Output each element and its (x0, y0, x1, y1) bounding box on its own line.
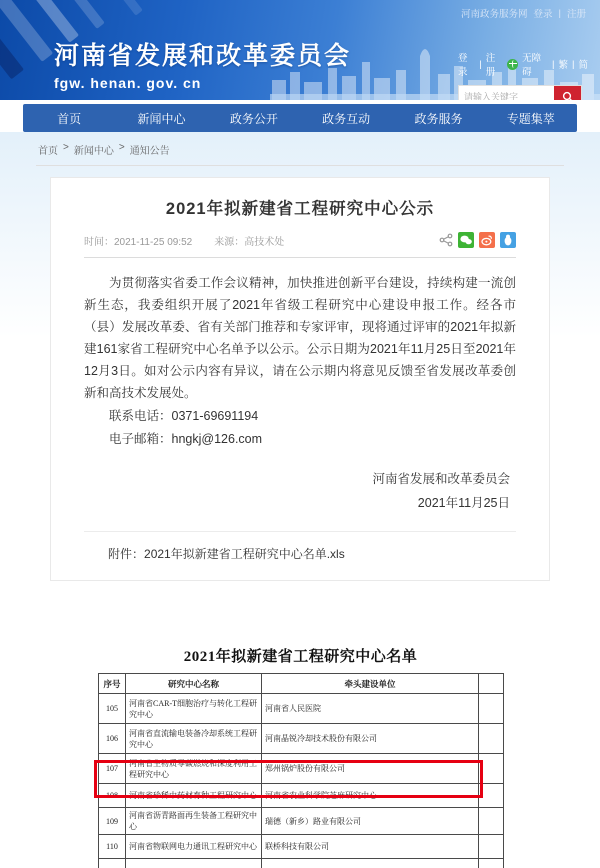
breadcrumb-notices[interactable]: 通知公告 (129, 146, 170, 157)
nav-item-gov-service[interactable]: 政务服务 (414, 111, 463, 126)
table-row: 109 河南省沥青路面再生装备工程研究中心 瑞德（新乡）路业有限公司 (99, 808, 504, 835)
top-register-link[interactable]: 注册 (566, 9, 586, 20)
login-link[interactable]: 登录 (458, 53, 468, 78)
nav-item-gov-open[interactable]: 政务公开 (229, 111, 278, 126)
register-link[interactable]: 注册 (485, 53, 496, 78)
qzone-icon[interactable] (500, 232, 516, 248)
nav-item-gov-interact[interactable]: 政务互动 (322, 111, 371, 126)
table-row-highlighted: 107 河南省生物质零碳燃烧和深度利用工程研究中心 郑州锅炉股份有限公司 (99, 754, 504, 784)
top-utility-bar (0, 0, 600, 26)
table-row: 108 河南省珍稀中药材育种工程研究中心 河南省农业科学院芝麻研究中心 (99, 784, 504, 808)
attachment-link[interactable]: 附件：2021年拟新建省工程研究中心名单.xls (108, 547, 345, 561)
top-divider: | (558, 7, 561, 19)
simplified-chinese-link[interactable]: 简 (578, 60, 589, 71)
breadcrumb: 首页 > 新闻中心 > 通知公告 (38, 142, 170, 157)
signature-block (84, 467, 516, 515)
nav-item-topics[interactable]: 专题集萃 (506, 111, 555, 126)
top-login-link[interactable]: 登录 (533, 9, 553, 20)
globe-icon (507, 59, 518, 70)
col-header-no: 序号 (99, 674, 126, 694)
breadcrumb-divider (36, 165, 564, 166)
weibo-icon[interactable] (479, 232, 495, 248)
article-source: 来源：高技术处 (214, 236, 285, 248)
table-title: 2021年拟新建省工程研究中心名单 (183, 649, 418, 665)
site-url: fgw. henan. gov. cn (54, 75, 202, 91)
signature-date: 2021年11月25日 (417, 496, 510, 510)
table-header-row (99, 674, 504, 694)
research-centers-table (98, 673, 504, 868)
wechat-icon[interactable] (458, 232, 474, 248)
table-row: 105 河南省CAR-T细胞治疗与转化工程研究中心 河南省人民医院 (99, 694, 504, 724)
attachment-section (84, 531, 516, 562)
table-row: 110 河南省物联网电力通讯工程研究中心 联桥科技有限公司 (99, 835, 504, 859)
nav-item-news[interactable]: 新闻中心 (137, 111, 186, 126)
breadcrumb-news-center[interactable]: 新闻中心 (73, 146, 114, 157)
publish-time: 时间：2021-11-25 09:52 (84, 236, 193, 248)
table-row: 106 河南省直流输电装备冷却系统工程研究中心 河南晶锐冷却技术股份有限公司 (99, 724, 504, 754)
col-header-name: 研究中心名称 (126, 674, 262, 694)
contact-email: 电子邮箱：hngkj@126.com (109, 432, 263, 446)
search-button[interactable] (554, 86, 581, 100)
site-name: 河南省发展和改革委员会 (54, 42, 352, 70)
site-logo[interactable] (54, 36, 351, 91)
accessibility-link[interactable]: 无障碍 (522, 53, 542, 78)
article-body (84, 272, 516, 515)
article-paragraph: 为贯彻落实省委工作会议精神，加快推进创新平台建设，持续构建一流创新生态，我委组织开展了2021年省级工程研究中心建设申报工作。经各市（县）发展改革委、省有关部门推荐和专家评审，现将通过评审的2021年拟新建161家省工程研究中心名单予以公示。公示日期为2021年11月25日至2021年12月3日。如对公示内容有异议，请在公示期内将意见反馈至省发展改革委创新和高技术发展处。 (84, 276, 516, 400)
share-icon[interactable] (439, 233, 453, 247)
main-nav (23, 104, 577, 132)
search-box (458, 85, 582, 100)
breadcrumb-home[interactable]: 首页 (38, 146, 58, 157)
attachment-preview (98, 645, 503, 868)
search-input[interactable] (459, 86, 554, 100)
header-quick-links: 登录 | 注册 无障碍 | 繁 | 简 (458, 50, 588, 78)
contact-phone: 联系电话：0371-69691194 (109, 409, 259, 423)
share-bar (439, 232, 516, 248)
page-title: 2021年拟新建省工程研究中心公示 (165, 200, 435, 218)
signature-org: 河南省发展和改革委员会 (372, 472, 510, 486)
col-header-extra (479, 674, 504, 694)
traditional-chinese-link[interactable]: 繁 (558, 60, 569, 71)
portal-link[interactable]: 河南政务服务网 (460, 9, 528, 20)
site-banner (0, 0, 600, 100)
search-icon (562, 91, 574, 101)
nav-item-home[interactable]: 首页 (57, 111, 82, 126)
article-card (50, 177, 550, 581)
table-row-partial (99, 859, 504, 868)
article-meta (84, 232, 516, 258)
col-header-org: 牵头建设单位 (262, 674, 479, 694)
